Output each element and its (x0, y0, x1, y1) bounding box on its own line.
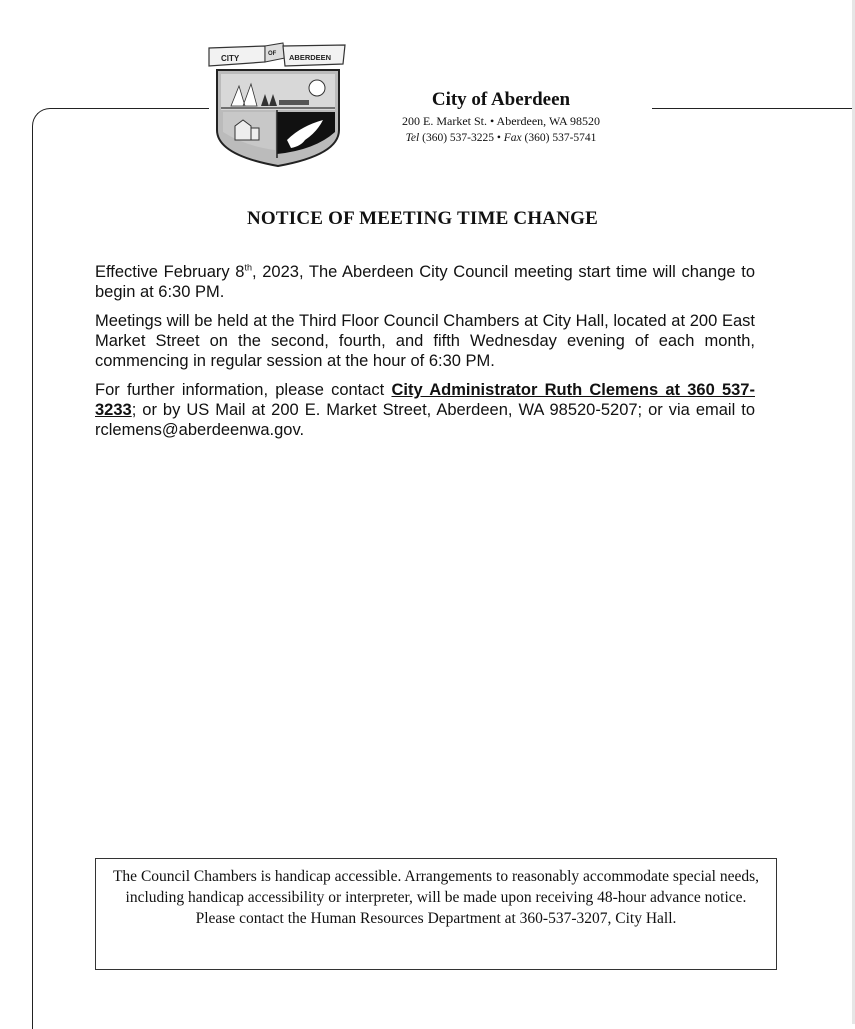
city-phone-fax: Tel (360) 537-3225 • Fax (360) 537-5741 (405, 132, 597, 144)
meeting-location-paragraph: Meetings will be held at the Third Floor Council Chambers at City Hall, located at 200 East Market Street on the second, fourth, and fifth Wednesday evening of each month, commencing in regular session at the hour of 6:30 PM. (95, 312, 755, 370)
contact-name-phone: City Administrator Ruth Clemens at 360 537-3233 (95, 381, 755, 419)
contact-intro-text: For further information, please contact (95, 381, 392, 399)
notice-title: NOTICE OF MEETING TIME CHANGE (246, 208, 598, 229)
accessibility-notice-box: The Council Chambers is handicap accessible. Arrangements to reasonably accommodate special needs, including handicap accessibility or interpreter, will be made upon receiving 48-hour advance notice. Please contact the Human Resources Department at 360-537-3207, City Hall. (95, 858, 777, 970)
fax-label: Fax (503, 132, 522, 144)
paragraph1-text-start: Effective February 8 (95, 263, 245, 281)
contact-mail-email-text: ; or by US Mail at 200 E. Market Street, Aberdeen, WA 98520-5207; or via email to rclemens@aberdeenwa.gov. (95, 401, 755, 439)
seal-city-text: CITY (221, 54, 240, 63)
date-ordinal-suffix: th (244, 262, 252, 273)
paragraph1-text-end: , 2023, The Aberdeen City Council meeting start time will change to begin at 6:30 PM. (95, 263, 755, 301)
letterhead-frame-right (652, 108, 852, 109)
notice-body (95, 262, 755, 449)
tel-label: Tel (405, 132, 420, 144)
seal-of-text: OF (268, 51, 277, 57)
city-seal-logo (205, 40, 350, 168)
letterhead (356, 88, 646, 145)
seal-aberdeen-text: ABERDEEN (289, 53, 332, 62)
fax-number: (360) 537-5741 (524, 132, 597, 144)
contact-paragraph (95, 380, 755, 440)
effective-date-paragraph (95, 262, 755, 302)
city-address: 200 E. Market St. • Aberdeen, WA 98520 (402, 114, 600, 128)
city-name: City of Aberdeen (431, 89, 571, 110)
tel-number: (360) 537-3225 (422, 132, 494, 144)
